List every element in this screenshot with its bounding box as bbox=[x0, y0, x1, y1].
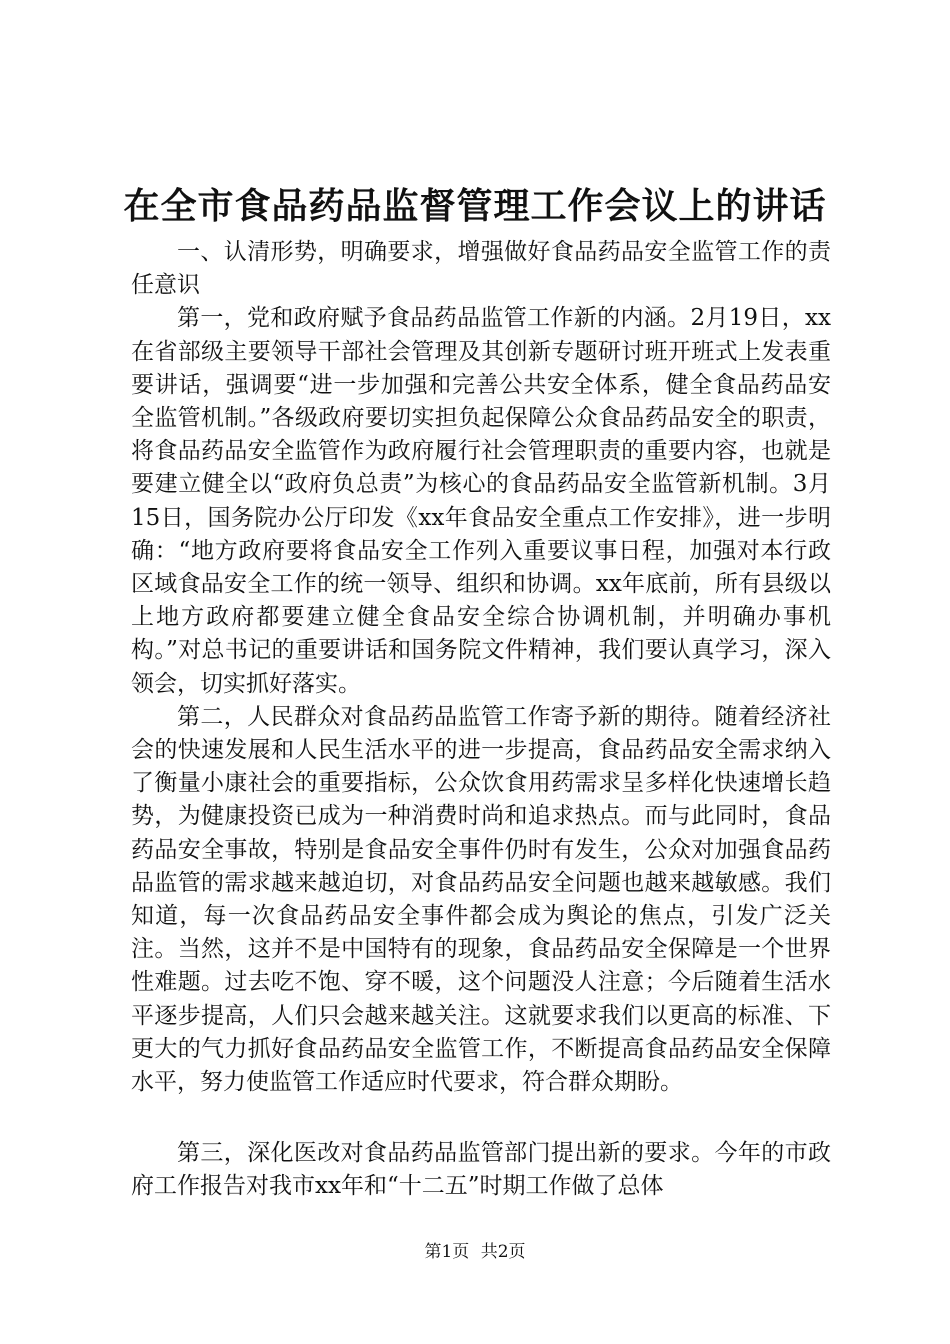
document-body bbox=[131, 236, 831, 1204]
page-total: 共2页 bbox=[480, 1242, 526, 1262]
paragraph-second: 第二，人民群众对食品药品监管工作寄予新的期待。随着经济社会的快速发展和人民生活水平的进一步提高，食品药品安全需求纳入了衡量小康社会的重要指标，公众饮食用药需求呈多样化快速增长趋势，为健康投资已成为一种消费时尚和追求热点。而与此同时，食品药品安全事故，特别是食品安全事件仍时有发生，公众对加强食品药品监管的需求越来越迫切，对食品药品安全问题也越来越敏感。我们知道，每一次食品药品安全事件都会成为舆论的焦点，引发广泛关注。当然，这并不是中国特有的现象，食品药品安全保障是一个世界性难题。过去吃不饱、穿不暖，这个问题没人注意；今后随着生活水平逐步提高，人们只会越来越关注。这就要求我们以更高的标准、下更大的气力抓好食品药品安全监管工作，不断提高食品药品安全保障水平，努力使监管工作适应时代要求，符合群众期盼。 bbox=[131, 703, 831, 1096]
page-number: 第1页 bbox=[424, 1242, 470, 1262]
document-title: 在全市食品药品监督管理工作会议上的讲话 bbox=[123, 185, 827, 227]
paragraph-first: 第一，党和政府赋予食品药品监管工作新的内涵。2月19日，xx在省部级主要领导干部社会管理及其创新专题研讨班开班式上发表重要讲话，强调要“进一步加强和完善公共安全体系，健全食品药品安全监管机制。”各级政府要切实担负起保障公众食品药品安全的职责，将食品药品安全监管作为政府履行社会管理职责的重要内容，也就是要建立健全以“政府负总责”为核心的食品药品安全监管新机制。3月15日，国务院办公厅印发《xx年食品安全重点工作安排》，进一步明确：“地方政府要将食品安全工作列入重要议事日程，加强对本行政区域食品安全工作的统一领导、组织和协调。xx年底前，所有县级以上地方政府都要建立健全食品安全综合协调机制，并明确办事机构。”对总书记的重要讲话和国务院文件精神，我们要认真学习，深入领会，切实抓好落实。 bbox=[131, 305, 831, 697]
paragraph-third: 第三，深化医改对食品药品监管部门提出新的要求。今年的市政府工作报告对我市xx年和“十二五”时期工作做了总体 bbox=[131, 1140, 831, 1200]
paragraph-heading: 一、认清形势，明确要求，增强做好食品药品安全监管工作的责任意识 bbox=[131, 239, 831, 299]
page-footer bbox=[0, 1240, 950, 1264]
